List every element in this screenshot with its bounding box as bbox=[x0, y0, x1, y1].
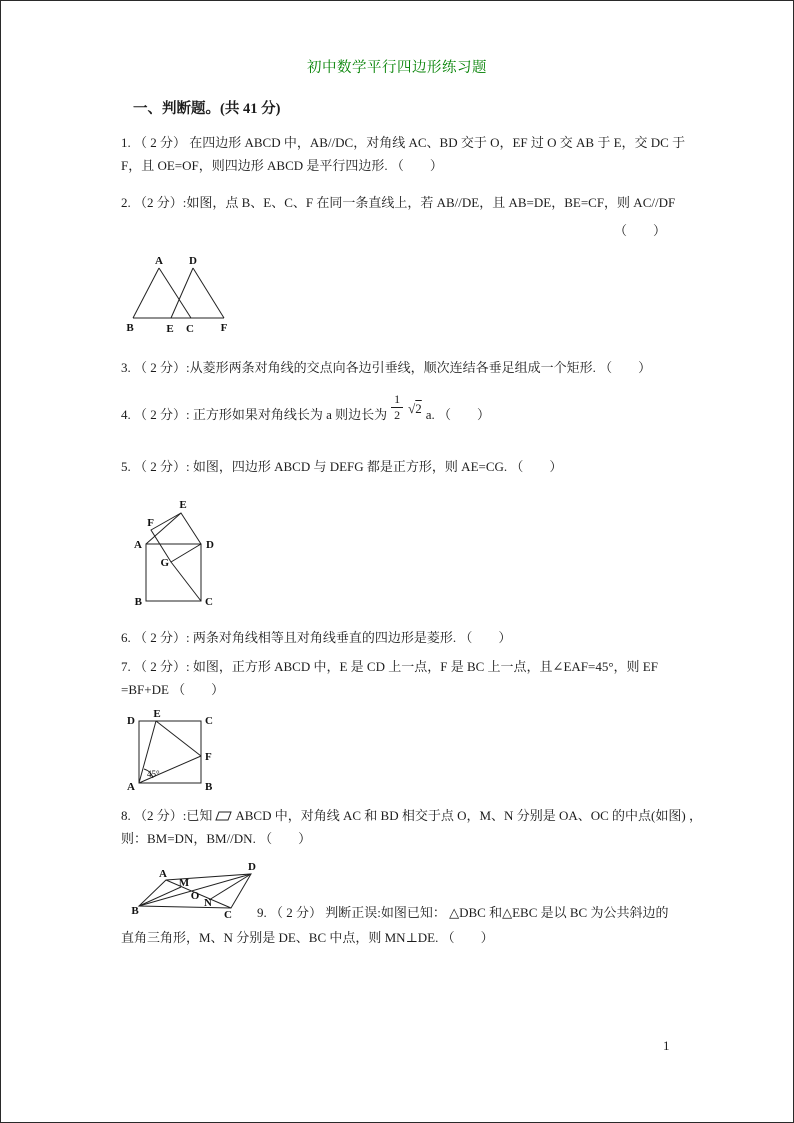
question-9-line-2: 直角三角形，M、N 分别是 DE、BC 中点，则 MN⊥DE. （ ） bbox=[121, 930, 494, 945]
vertex-label-C: C bbox=[224, 909, 232, 921]
question-1-line-1: 1. （ 2 分） 在四边形 ABCD 中，AB//DC，对角线 AC、BD 交于 O，EF 过 O 交 AB 于 E，交 DC 于 bbox=[121, 135, 686, 150]
radical-sign: √ bbox=[408, 401, 416, 416]
question-8-prefix: 8. （2 分）:已知 bbox=[121, 808, 213, 823]
page-title: 初中数学平行四边形练习题 bbox=[307, 60, 487, 76]
vertex-label-F: F bbox=[205, 751, 212, 763]
vertex-label-E: E bbox=[153, 708, 161, 720]
question-8-line-1 bbox=[121, 804, 701, 827]
question-1 bbox=[121, 131, 701, 177]
vertex-label-A: A bbox=[159, 868, 167, 880]
figure-square-45deg bbox=[126, 705, 218, 795]
question-8-line-1-rest: ABCD 中，对角线 AC 和 BD 相交于点 O，M、N 分别是 OA、OC 的中点(如图) ， bbox=[235, 808, 702, 823]
vertex-label-B: B bbox=[134, 596, 142, 608]
radicand: 2 bbox=[415, 401, 422, 416]
point-label-N: N bbox=[204, 897, 212, 909]
fraction-one-half bbox=[391, 393, 403, 422]
vertex-label-A: A bbox=[155, 255, 163, 267]
question-7 bbox=[121, 655, 701, 701]
question-7-line-2: =BF+DE （ ） bbox=[121, 682, 225, 697]
vertex-label-B: B bbox=[131, 905, 139, 917]
question-6 bbox=[121, 626, 701, 649]
vertex-label-E: E bbox=[179, 499, 187, 511]
vertex-label-F: F bbox=[220, 322, 228, 334]
vertex-label-A: A bbox=[134, 539, 142, 551]
question-2-line-1: 2. （2 分）:如图，点 B、E、C、F 在同一条直线上，若 AB//DE，且 AB=DE，BE=CF，则 AC//DF bbox=[121, 195, 676, 210]
fraction-numerator: 1 bbox=[391, 393, 403, 408]
vertex-label-C: C bbox=[205, 596, 213, 608]
fraction-denominator: 2 bbox=[394, 408, 401, 422]
vertex-label-D: D bbox=[206, 539, 214, 551]
vertex-label-D: D bbox=[189, 255, 197, 267]
question-2-answer-bracket: （ ） bbox=[613, 223, 666, 238]
vertex-label-F: F bbox=[147, 517, 154, 529]
question-4-suffix: a. （ ） bbox=[425, 407, 491, 422]
vertex-label-G: G bbox=[160, 557, 169, 569]
section-heading: 一、判断题。(共 41 分) bbox=[133, 101, 281, 117]
figure-parallelogram bbox=[131, 859, 261, 921]
radical-sqrt2 bbox=[408, 397, 422, 420]
question-4 bbox=[121, 393, 701, 426]
question-7-line-1: 7. （ 2 分）: 如图，正方形 ABCD 中，E 是 CD 上一点，F 是 BC 上一点，且∠EAF=45°，则 EF bbox=[121, 659, 658, 674]
page-number: 1 bbox=[663, 1038, 670, 1053]
question-5 bbox=[121, 455, 701, 478]
figure-two-squares bbox=[129, 493, 224, 608]
question-5-line-1: 5. （ 2 分）: 如图，四边形 ABCD 与 DEFG 都是正方形，则 AE=CG. （ ） bbox=[121, 459, 563, 474]
point-label-M: M bbox=[178, 877, 190, 889]
question-1-line-2: F，且 OE=OF，则四边形 ABCD 是平行四边形. （ ） bbox=[121, 158, 443, 173]
vertex-label-C: C bbox=[205, 715, 213, 727]
question-3-line-1: 3. （ 2 分）:从菱形两条对角线的交点向各边引垂线，顺次连结各垂足组成一个矩形. （ ） bbox=[121, 360, 652, 375]
question-8 bbox=[121, 804, 701, 850]
figure-two-triangles bbox=[119, 252, 234, 337]
question-6-line-1: 6. （ 2 分）: 两条对角线相等且对角线垂直的四边形是菱形. （ ） bbox=[121, 630, 512, 645]
vertex-label-D: D bbox=[127, 715, 135, 727]
vertex-label-A: A bbox=[127, 781, 135, 793]
point-label-O: O bbox=[190, 890, 200, 902]
vertex-label-C: C bbox=[186, 323, 194, 335]
question-3 bbox=[121, 356, 701, 379]
question-9-line-1: 9. （ 2 分） 判断正误:如图已知： △DBC 和△EBC 是以 BC 为公共斜边的 bbox=[257, 905, 669, 920]
vertex-label-B: B bbox=[126, 322, 134, 334]
vertex-label-B: B bbox=[205, 781, 213, 793]
vertex-label-E: E bbox=[166, 323, 174, 335]
question-2 bbox=[121, 191, 701, 214]
angle-label-45: 45° bbox=[147, 769, 160, 779]
vertex-label-D: D bbox=[248, 861, 256, 873]
question-8-line-2: 则：BM=DN，BM//DN. （ ） bbox=[121, 831, 312, 846]
question-4-prefix: 4. （ 2 分）: 正方形如果对角线长为 a 则边长为 bbox=[121, 407, 388, 422]
parallelogram-icon bbox=[215, 811, 232, 821]
